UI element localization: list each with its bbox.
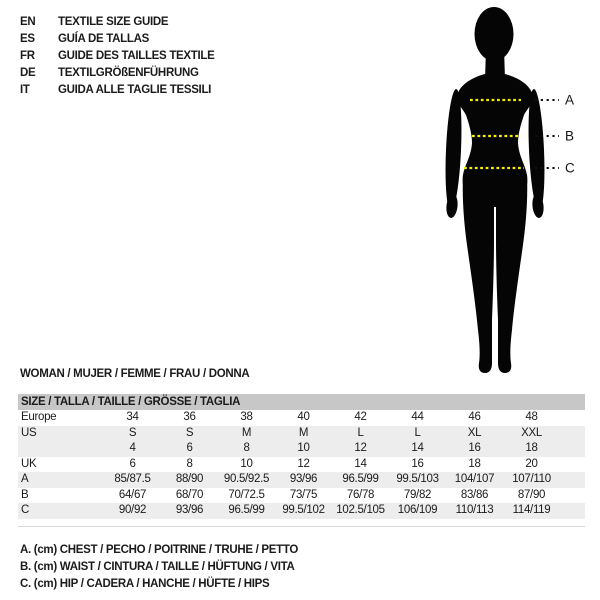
size-cell: 46	[468, 411, 481, 423]
silhouette-right-arm	[526, 89, 546, 212]
size-cell: M	[241, 426, 252, 439]
language-label: GUIDE DES TAILLES TEXTILE	[58, 49, 215, 62]
size-cell: 102.5/105	[336, 504, 385, 516]
table-row	[18, 426, 585, 442]
size-cell: 88/90	[175, 473, 204, 485]
size-cell: 16	[411, 457, 424, 470]
size-cell: 96.5/99	[228, 504, 265, 516]
size-cell: 8	[186, 457, 193, 470]
size-cell: 12	[297, 457, 310, 470]
size-cell: 99.5/102	[282, 504, 325, 516]
size-cell: 64/67	[118, 488, 147, 501]
size-cell: S	[128, 426, 137, 439]
size-table	[18, 394, 585, 527]
marker-label-hip: C	[565, 160, 575, 176]
size-cell: 44	[411, 411, 424, 423]
language-row	[20, 47, 215, 64]
row-label: B	[21, 488, 29, 501]
language-label: TEXTILGRÖßENFÜHRUNG	[58, 67, 199, 80]
size-cell: 106/109	[397, 504, 438, 516]
size-cell: 83/86	[460, 488, 489, 501]
size-cell: L	[414, 426, 421, 439]
woman-silhouette-figure	[400, 0, 600, 380]
row-label: C	[21, 504, 30, 516]
size-cell: 93/96	[289, 473, 318, 485]
size-cell: 93/96	[175, 504, 204, 516]
marker-label-chest: A	[565, 92, 575, 108]
silhouette-svg	[400, 0, 600, 380]
size-cell: 14	[354, 457, 367, 470]
size-cell: 48	[525, 411, 538, 423]
marker-label-waist: B	[565, 128, 575, 144]
size-cell: 12	[354, 442, 367, 454]
size-cell: 36	[183, 411, 196, 423]
language-code: IT	[20, 84, 30, 97]
size-cell: S	[185, 426, 194, 439]
language-code: DE	[20, 67, 36, 80]
size-cell: 10	[240, 457, 253, 470]
size-cell: 90/92	[118, 504, 147, 516]
language-row	[20, 13, 215, 30]
table-bottom-divider	[18, 526, 585, 527]
size-cell: 38	[240, 411, 253, 423]
size-table-header: SIZE / TALLA / TAILLE / GRÖSSE / TAGLIA	[18, 394, 585, 410]
size-cell: 6	[129, 457, 136, 470]
legend-line: C. (cm) HIP / CADERA / HANCHE / HÜFTE / HIPS	[20, 577, 270, 590]
language-row	[20, 65, 215, 82]
size-cell: 20	[525, 457, 538, 470]
size-cell: 18	[525, 442, 538, 454]
language-row	[20, 82, 215, 99]
language-code: EN	[20, 15, 36, 28]
size-cell: 18	[468, 457, 481, 470]
size-cell: 16	[468, 442, 481, 454]
size-cell: 42	[354, 411, 367, 423]
size-cell: 114/119	[512, 504, 551, 516]
language-label: GUIDA ALLE TAGLIE TESSILI	[58, 84, 212, 97]
size-cell: 104/107	[454, 473, 495, 485]
row-label: US	[21, 426, 37, 439]
row-label: A	[21, 473, 29, 485]
legend-line: A. (cm) CHEST / PECHO / POITRINE / TRUHE / PETTO	[20, 544, 299, 556]
row-label: UK	[21, 457, 37, 470]
measurement-legend	[20, 542, 298, 592]
section-title: WOMAN / MUJER / FEMME / FRAU / DONNA	[20, 368, 250, 380]
table-row	[18, 488, 585, 504]
size-cell: 8	[243, 442, 250, 454]
size-cell: L	[357, 426, 364, 439]
size-cell: 73/75	[289, 488, 318, 501]
table-row	[18, 472, 585, 488]
size-cell: 4	[129, 442, 136, 454]
size-cell: 6	[186, 442, 193, 454]
woman-silhouette	[443, 7, 546, 373]
size-cell: 85/87.5	[114, 473, 151, 485]
size-cell: 34	[126, 411, 139, 423]
language-label: TEXTILE SIZE GUIDE	[58, 15, 169, 28]
size-cell: 87/90	[517, 488, 546, 501]
table-row	[18, 457, 585, 473]
legend-line: B. (cm) WAIST / CINTURA / TAILLE / HÜFTUNG / VITA	[20, 560, 295, 573]
silhouette-left-arm	[443, 89, 463, 212]
size-cell: XXL	[521, 426, 542, 439]
size-cell: 70/72.5	[228, 488, 265, 501]
size-cell: 68/70	[175, 488, 204, 501]
language-code: FR	[20, 49, 35, 62]
language-label: GUÍA DE TALLAS	[58, 32, 149, 45]
size-cell: 110/113	[455, 504, 494, 516]
size-cell: 79/82	[403, 488, 432, 501]
language-list	[20, 13, 215, 99]
size-cell: 10	[297, 442, 310, 454]
size-cell: 99.5/103	[396, 473, 439, 485]
size-cell: 40	[297, 411, 310, 423]
language-code: ES	[20, 32, 35, 45]
size-cell: 107/110	[512, 473, 551, 485]
size-cell: M	[298, 426, 309, 439]
language-row	[20, 30, 215, 47]
size-cell: 76/78	[346, 488, 375, 501]
size-cell: XL	[467, 426, 482, 439]
size-cell: 96.5/99	[342, 473, 379, 485]
size-cell: 14	[411, 442, 424, 454]
size-cell: 90.5/92.5	[223, 473, 270, 485]
row-label: Europe	[21, 411, 57, 423]
row-label	[18, 441, 104, 457]
table-row	[18, 410, 585, 426]
size-table-body	[18, 410, 585, 519]
table-row	[18, 503, 585, 519]
table-row	[18, 441, 585, 457]
